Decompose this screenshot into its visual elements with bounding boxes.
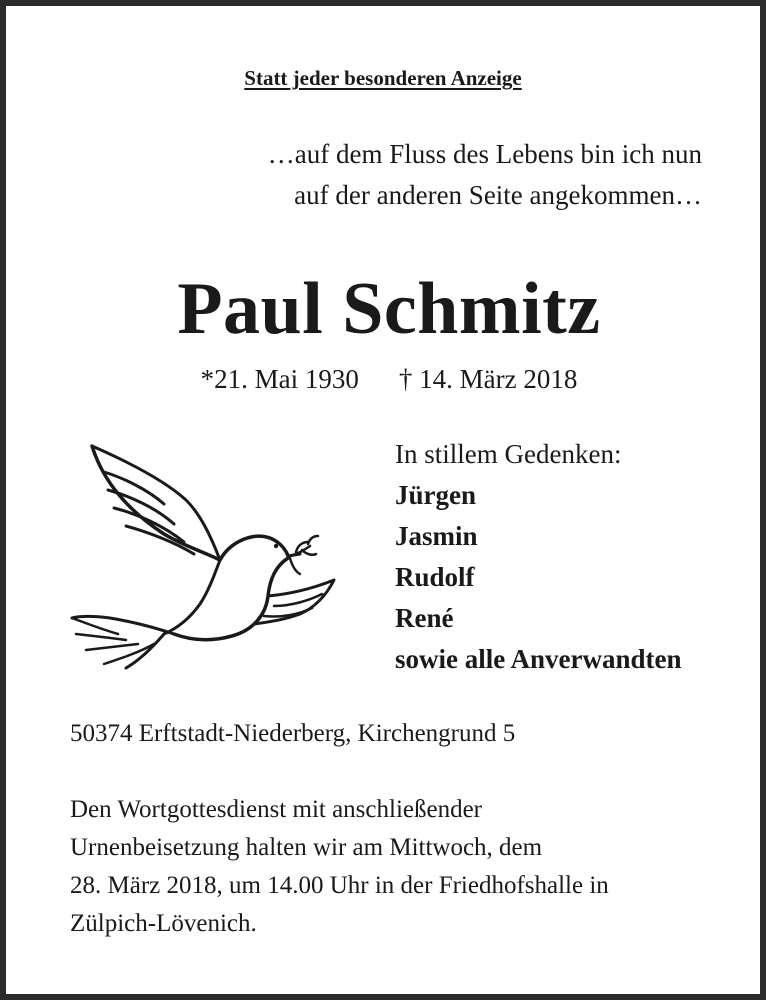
dove-with-olive-branch-icon bbox=[64, 438, 344, 678]
mourner-name: René bbox=[395, 603, 454, 633]
quote bbox=[268, 134, 702, 216]
mourners-closing: sowie alle Anverwandten bbox=[395, 644, 682, 674]
mourners-intro: In stillem Gedenken: bbox=[395, 439, 622, 469]
service-line-3: 28. März 2018, um 14.00 Uhr in der Friedhofshalle in bbox=[70, 872, 609, 899]
mourner-name: Jasmin bbox=[395, 521, 478, 551]
service-line-1: Den Wortgottesdienst mit anschließender bbox=[70, 796, 483, 823]
mourner-name: Rudolf bbox=[395, 562, 475, 592]
service-line-4: Zülpich-Lövenich. bbox=[70, 910, 257, 937]
deceased-name: Paul Schmitz bbox=[177, 268, 601, 350]
notice-header: Statt jeder besonderen Anzeige bbox=[244, 66, 522, 90]
death-date: † 14. März 2018 bbox=[398, 364, 578, 394]
service-line-2: Urnenbeisetzung halten wir am Mittwoch, dem bbox=[70, 834, 543, 861]
birth-date: *21. Mai 1930 bbox=[200, 364, 359, 394]
mourner-name: Jürgen bbox=[395, 480, 476, 510]
service-info bbox=[70, 791, 730, 943]
quote-line-2: auf der anderen Seite angekommen… bbox=[294, 180, 702, 210]
quote-line-1: …auf dem Fluss des Lebens bin ich nun bbox=[267, 139, 702, 169]
life-dates bbox=[6, 361, 766, 397]
address: 50374 Erftstadt-Niederberg, Kirchengrund 5 bbox=[70, 720, 516, 747]
mourners-list bbox=[395, 434, 682, 680]
